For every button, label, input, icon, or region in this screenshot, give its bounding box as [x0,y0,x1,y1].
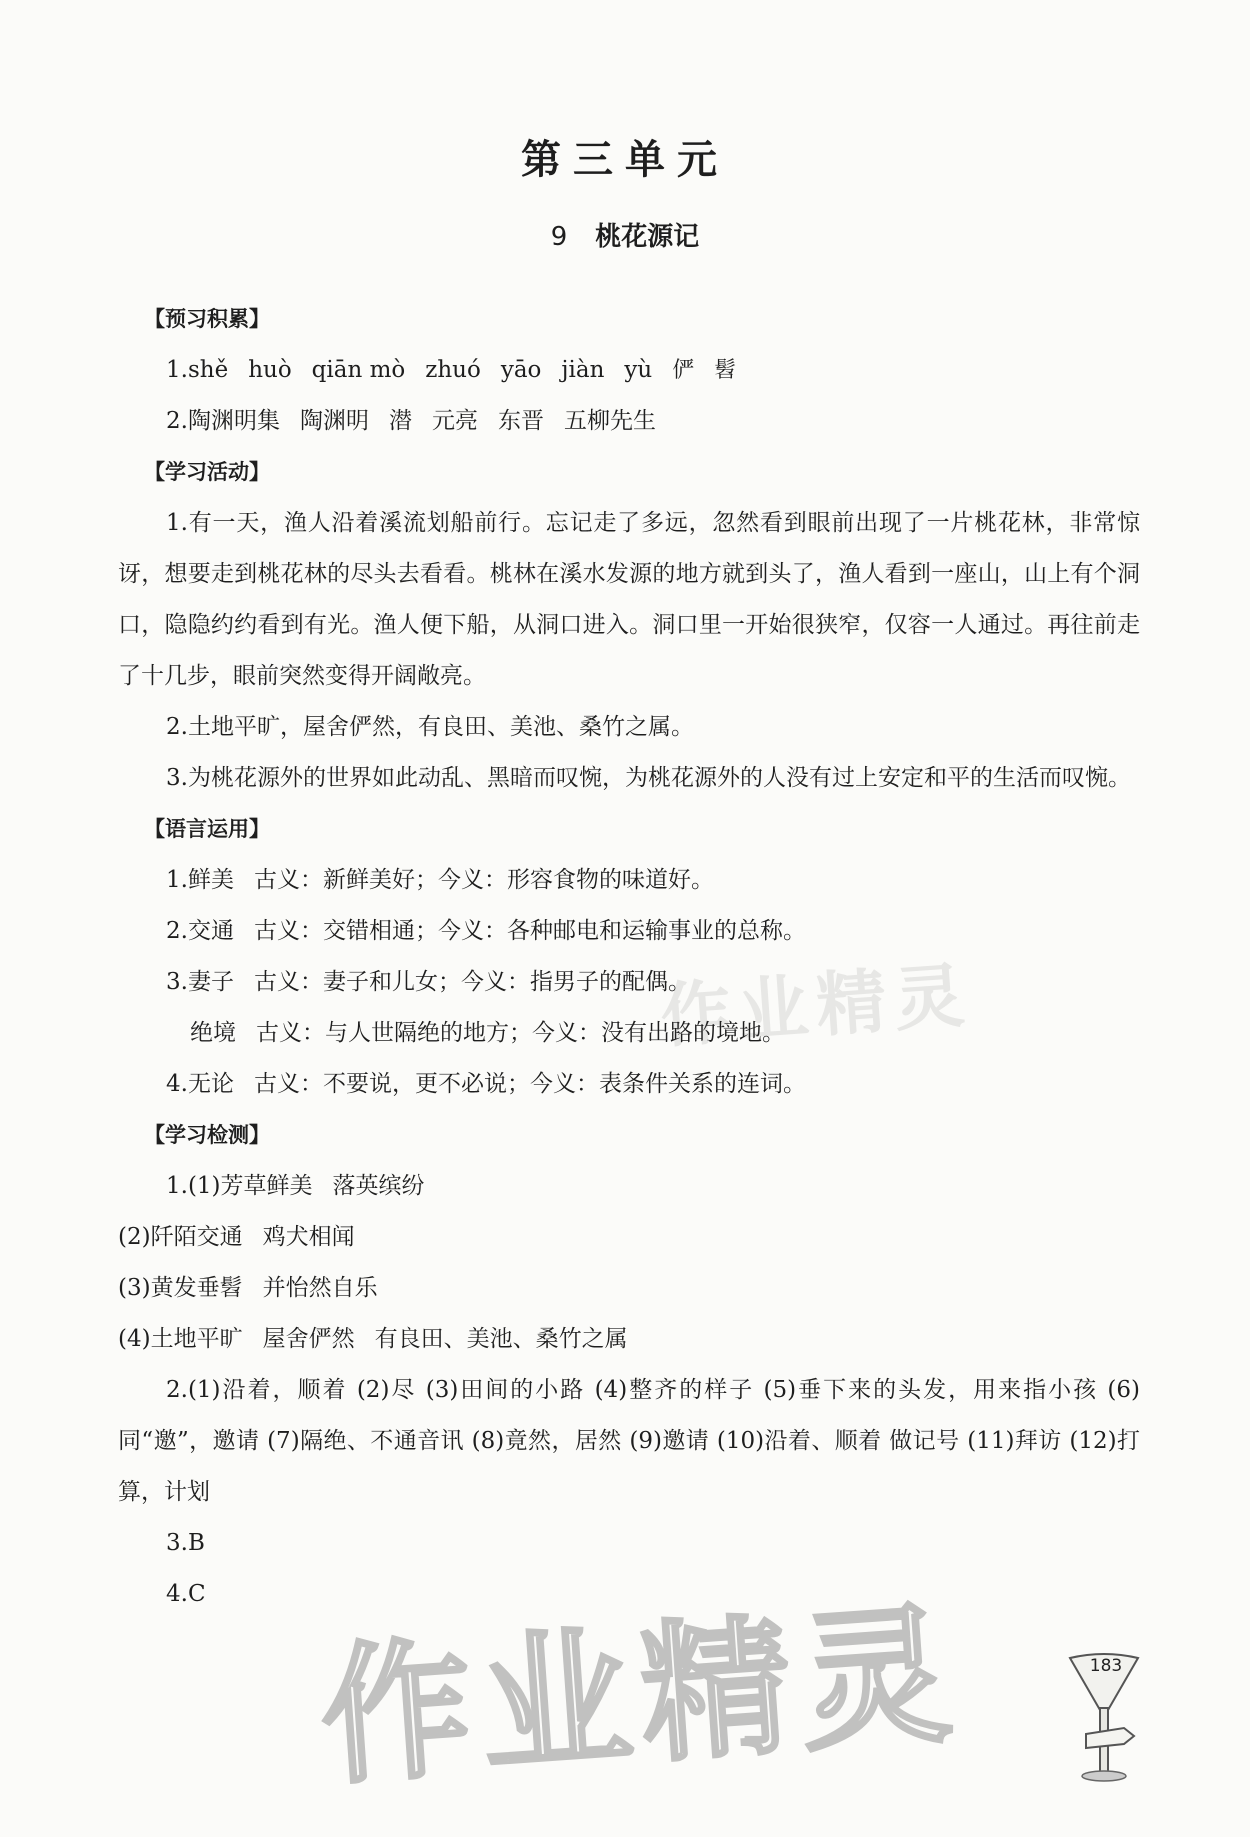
language-item: 绝境 古义：与人世隔绝的地方；今义：没有出路的境地。 [190,1020,785,1046]
page-number: 183 [1089,1656,1123,1676]
language-item: 3.妻子 古义：妻子和儿女；今义：指男子的配偶。 [166,969,691,995]
section-heading-activity: 【学习活动】 [144,460,270,484]
lesson-name: 桃花源记 [595,222,700,252]
activity-q2: 2.土地平旷，屋舍俨然，有良田、美池、桑竹之属。 [166,714,694,740]
test-q4: 4.C [166,1581,206,1607]
preview-q1: 1.shě huò qiān mò zhuó yāo jiàn yù 俨 髫 [166,357,737,383]
lesson-title [0,216,1250,253]
preview-q2: 2.陶渊明集 陶渊明 潜 元亮 东晋 五柳先生 [166,408,656,434]
test-q1-2: (2)阡陌交通 鸡犬相闻 [118,1224,355,1250]
activity-q1: 1.有一天，渔人沿着溪流划船前行。忘记走了多远，忽然看到眼前出现了一片桃花林，非常惊讶，想要走到桃花林的尽头去看看。桃林在溪水发源的地方就到头了，渔人看到一座山，山上有个洞口，隐隐约约看到有光。渔人便下船，从洞口进入。洞口里一开始很狭窄，仅容一人通过。再往前走了十几步，眼前突然变得开阔敞亮。 [118,510,1140,689]
test-q1-4: (4)土地平旷 屋舍俨然 有良田、美池、桑竹之属 [118,1326,628,1352]
section-heading-preview: 【预习积累】 [144,307,270,331]
answer-content [118,294,1140,1620]
test-q1-1: 1.(1)芳草鲜美 落英缤纷 [166,1173,425,1199]
test-q1-3: (3)黄发垂髫 并怡然自乐 [118,1275,378,1301]
watermark-outline: 作业精灵 [315,1587,967,1807]
lesson-number: 9 [550,222,568,252]
test-q3: 3.B [166,1530,205,1556]
watermark-faint: 作业精灵 [657,954,975,1058]
section-heading-test: 【学习检测】 [144,1123,270,1147]
language-item: 4.无论 古义：不要说，更不必说；今义：表条件关系的连词。 [166,1071,806,1097]
language-item: 1.鲜美 古义：新鲜美好；今义：形容食物的味道好。 [166,867,714,893]
test-q2: 2.(1)沿着，顺着 (2)尽 (3)田间的小路 (4)整齐的样子 (5)垂下来的头发，用来指小孩 (6)同“邀”，邀请 (7)隔绝、不通音讯 (8)竟然，居然 (9)邀请 (10)沿着、顺着 做记号 (11)拜访 (12)打算，计划 [118,1377,1140,1505]
section-heading-language: 【语言运用】 [144,817,270,841]
language-item: 2.交通 古义：交错相通；今义：各种邮电和运输事业的总称。 [166,918,806,944]
activity-q3: 3.为桃花源外的世界如此动乱、黑暗而叹惋，为桃花源外的人没有过上安定和平的生活而叹惋。 [166,765,1131,791]
unit-title: 第三单元 [521,136,729,183]
